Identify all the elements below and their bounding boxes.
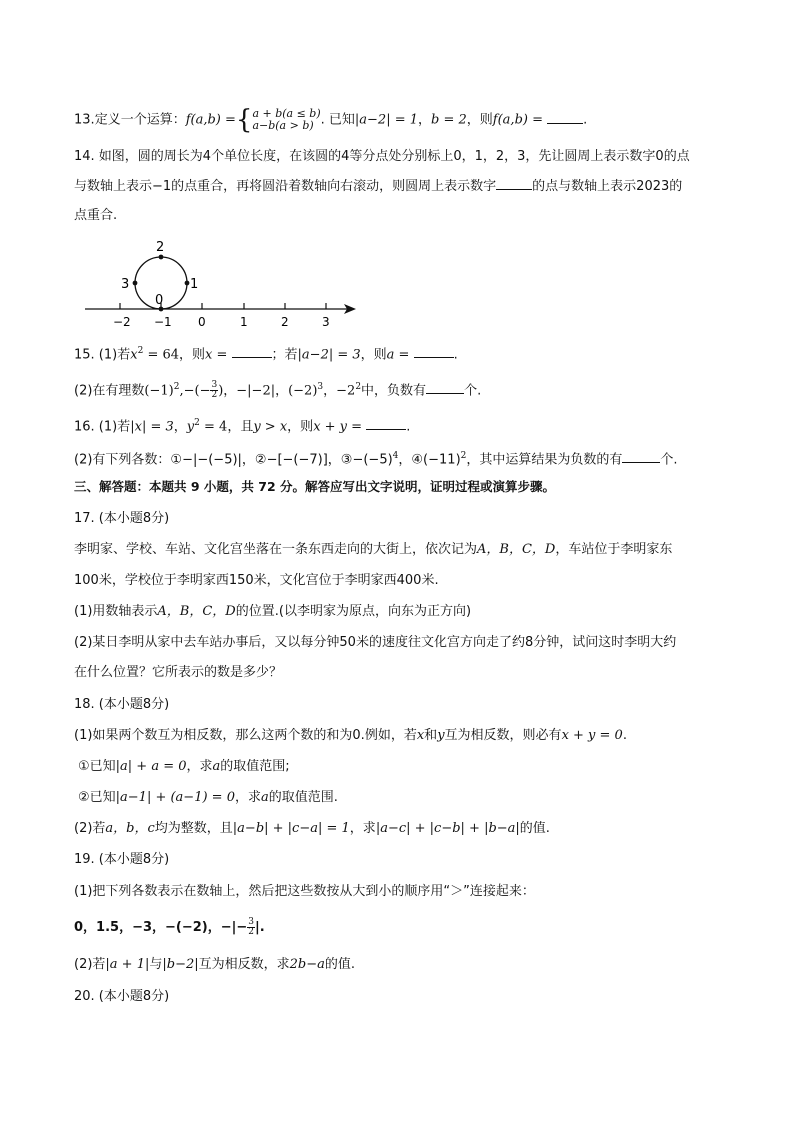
q16-exp: 4	[392, 451, 399, 461]
question-13-number: 13.	[74, 112, 95, 128]
answer-blank[interactable]	[622, 450, 660, 463]
question-14-text-a: 与数轴上表示−1的点重合，再将圆沿着数轴向右滚动，则圆周上表示数字	[74, 179, 497, 194]
q17-text: (1)用数轴表示	[74, 604, 158, 619]
fraction-three-halves	[247, 918, 255, 937]
circle-label-3: 3	[121, 277, 130, 292]
q19-text: 互为相反数，求	[198, 957, 290, 972]
q19-eq: |b−2|	[162, 957, 199, 972]
question-17-heading: 17. (本小题8分)	[74, 511, 170, 526]
q15-var: a =	[386, 347, 410, 363]
fraction-numerator: 3	[211, 380, 218, 391]
q17-vars: A，B，C，D	[157, 604, 236, 619]
q17-text: 的位置.(以李明家为原点，向东为正方向)	[235, 604, 472, 619]
q18-var: x	[416, 728, 425, 743]
q18-var: a	[261, 790, 269, 805]
q15-exp: 3	[317, 382, 324, 392]
question-13-end: .	[583, 112, 588, 128]
q19-text: (2)若	[74, 957, 106, 972]
q15-exp: 2	[137, 346, 144, 356]
answer-blank[interactable]	[232, 345, 272, 358]
q18-text: 互为相反数，则必有	[444, 728, 562, 743]
q19-numbers: 0，1.5，−3，−(−2)，−|−	[74, 920, 248, 935]
question-13-function-2: f(a,b) =	[492, 112, 543, 128]
q18-eq: |a−b| + |c−a| = 1	[232, 821, 350, 836]
q18-eq: |a−c| + |c−b| + |b−a|	[375, 821, 520, 836]
question-16-part-2	[74, 447, 678, 469]
q16-exp: 2	[460, 451, 467, 461]
tick-label: −1	[154, 315, 172, 329]
piecewise-case-2: a−b(a > b)	[252, 119, 314, 132]
q17-text: 李明家、学校、车站、文化宫坐落在一条东西走向的大街上，依次记为	[74, 542, 478, 557]
question-14-line-3: 点重合.	[74, 208, 118, 223]
q16-text: ，且	[227, 419, 254, 435]
q16-text: ，其中运算结果为负数的有	[466, 452, 623, 468]
q18-eq: x + y = 0	[561, 728, 623, 743]
tick-label: −2	[113, 315, 131, 329]
question-15-part-1	[74, 342, 458, 364]
q19-numbers: |.	[255, 920, 265, 935]
q18-vars: a，b，c	[105, 821, 155, 836]
q16-exp: 2	[194, 418, 200, 428]
q15-var: x =	[205, 347, 228, 363]
q18-text: 的取值范围.	[268, 790, 338, 805]
question-20-heading: 20. (本小题8分)	[74, 989, 170, 1004]
q15-expr: ，−2	[323, 383, 356, 399]
q16-sum: x + y =	[313, 419, 363, 435]
question-19-line-2	[74, 918, 265, 937]
q15-abs: |a−2| = 3	[297, 347, 361, 363]
circle-label-2: 2	[156, 240, 165, 255]
piecewise-cases	[252, 108, 320, 132]
question-17-line-2: 100米，学校位于李明家西150米，文化宫位于李明家西400米.	[74, 573, 439, 588]
question-14-line-1: 14. 如图，圆的周长为4个单位长度，在该圆的4等分点处分别标上0，1，2，3，先让圆周上表示数字0的点	[74, 149, 690, 164]
q16-eq: = 4	[199, 419, 228, 435]
fraction-numerator: 3	[248, 917, 254, 927]
question-17-line-5: 在什么位置？它所表示的数是多少？	[74, 665, 283, 680]
q15-exp: 2	[355, 382, 362, 392]
question-19-line-3	[74, 956, 355, 974]
q19-text: 的值.	[324, 957, 356, 972]
tick-label: 0	[198, 315, 206, 329]
answer-blank[interactable]	[366, 417, 406, 430]
question-13-b: b = 2	[431, 112, 467, 128]
question-15-part-2	[74, 378, 481, 400]
number-line-figure	[70, 232, 370, 332]
q15-text: 中，负数有	[361, 383, 427, 399]
tick-label: 3	[322, 315, 330, 329]
q16-abs: |x| = 3	[130, 419, 174, 435]
section-heading: 三、解答题：本题共 9 小题，共 72 分。解答应写出文字说明，证明过程或演算步骤。	[74, 479, 556, 494]
q16-text: 个.	[660, 452, 678, 468]
q18-text: 和	[424, 728, 438, 743]
q15-text: ，则	[179, 347, 206, 363]
question-18-line-4	[74, 820, 550, 838]
tick-label: 1	[240, 315, 248, 329]
q15-expr: (−1)	[144, 383, 174, 399]
q18-var: a	[212, 759, 221, 774]
question-17-line-4: (2)某日李明从家中去车站办事后，又以每分钟50米的速度往文化宫方向走了约8分钟，试问这时李明大约	[74, 635, 677, 650]
q16-text: ，④(−11)	[398, 452, 461, 468]
question-13-text-2: . 已知	[320, 112, 355, 128]
question-18-line-3	[78, 789, 338, 807]
q18-text: (1)如果两个数互为相反数，那么这两个数的和为0.例如，若	[74, 728, 417, 743]
question-13-text-4: ，则	[466, 112, 493, 128]
q15-text: 15. (1)若	[74, 347, 131, 363]
q18-text: 均为整数，且	[154, 821, 233, 836]
circle-point-2	[159, 255, 164, 260]
q15-text: 个.	[464, 383, 482, 399]
q16-text: (2)有下列各数：①−|−(−5)|，②−[−(−7)]，③−(−5)	[74, 452, 393, 468]
q18-text: (2)若	[74, 821, 106, 836]
q18-eq: |a| + a = 0	[115, 759, 187, 774]
question-17-line-1	[74, 541, 672, 559]
question-17-line-3	[74, 603, 471, 621]
q15-text: ；若	[271, 347, 298, 363]
circle-point-1	[185, 281, 190, 286]
answer-blank[interactable]	[426, 381, 464, 394]
circle-label-0: 0	[155, 293, 164, 308]
question-13-text-1: 定义一个运算：	[94, 112, 186, 128]
q15-eq: = 64	[143, 347, 180, 363]
answer-blank[interactable]	[496, 177, 532, 190]
question-13	[74, 105, 588, 135]
q15-end: .	[453, 347, 458, 363]
q16-ineq: y > x	[253, 419, 288, 435]
q18-text: 的值.	[519, 821, 550, 836]
fraction-denominator: 2	[211, 390, 218, 401]
q18-eq: |a−1| + (a−1) = 0	[115, 790, 235, 805]
q16-end: .	[406, 419, 411, 435]
question-13-comma: ，	[418, 112, 432, 128]
piecewise-case-1: a + b(a ≤ b)	[252, 107, 321, 120]
fraction-denominator: 2	[248, 927, 254, 937]
answer-blank[interactable]	[414, 345, 454, 358]
q15-exp: 2	[173, 382, 180, 392]
question-14-line-2	[74, 177, 682, 196]
q18-var: y	[437, 728, 445, 743]
question-16-part-1	[74, 414, 410, 436]
question-19-line-1: (1)把下列各数表示在数轴上，然后把这些数按从大到小的顺序用“＞”连接起来：	[74, 884, 535, 899]
q16-var: y	[186, 419, 195, 435]
q19-eq: 2b−a	[289, 957, 325, 972]
question-13-abs: |a−2| = 1	[354, 112, 419, 128]
piecewise-brace: {	[235, 105, 253, 135]
q15-expr: ,−(−	[179, 383, 211, 399]
q15-var: x	[130, 347, 138, 363]
q18-text: 的取值范围;	[220, 759, 290, 774]
q18-text: .	[622, 728, 627, 743]
q18-text: ，求	[349, 821, 376, 836]
q16-text: ，则	[287, 419, 314, 435]
q19-eq: |a + 1|	[105, 957, 150, 972]
tick-label: 2	[281, 315, 289, 329]
q16-text: 16. (1)若	[74, 419, 131, 435]
question-13-function: f(a,b) =	[185, 112, 236, 128]
question-18-line-1	[74, 727, 627, 745]
question-18-line-2	[78, 758, 290, 776]
q17-text: ，车站位于李明家东	[555, 542, 673, 557]
q18-text: ②已知	[78, 790, 116, 805]
q19-text: 与	[149, 957, 163, 972]
q15-expr: )，−|−2|，(−2)	[218, 383, 318, 399]
q18-text: ①已知	[78, 759, 116, 774]
q15-text: (2)在有理数	[74, 383, 145, 399]
question-19-heading: 19. (本小题8分)	[74, 852, 170, 867]
q16-text: ，	[173, 419, 187, 435]
q18-text: ，求	[234, 790, 261, 805]
circle-label-1: 1	[190, 277, 199, 292]
q15-text: ，则	[360, 347, 387, 363]
question-18-heading: 18. (本小题8分)	[74, 697, 170, 712]
q18-text: ，求	[186, 759, 213, 774]
answer-blank[interactable]	[547, 111, 583, 124]
q17-vars: A，B，C，D	[477, 542, 556, 557]
question-14-text-b: 的点与数轴上表示2023的	[532, 179, 683, 194]
circle-point-3	[133, 281, 138, 286]
